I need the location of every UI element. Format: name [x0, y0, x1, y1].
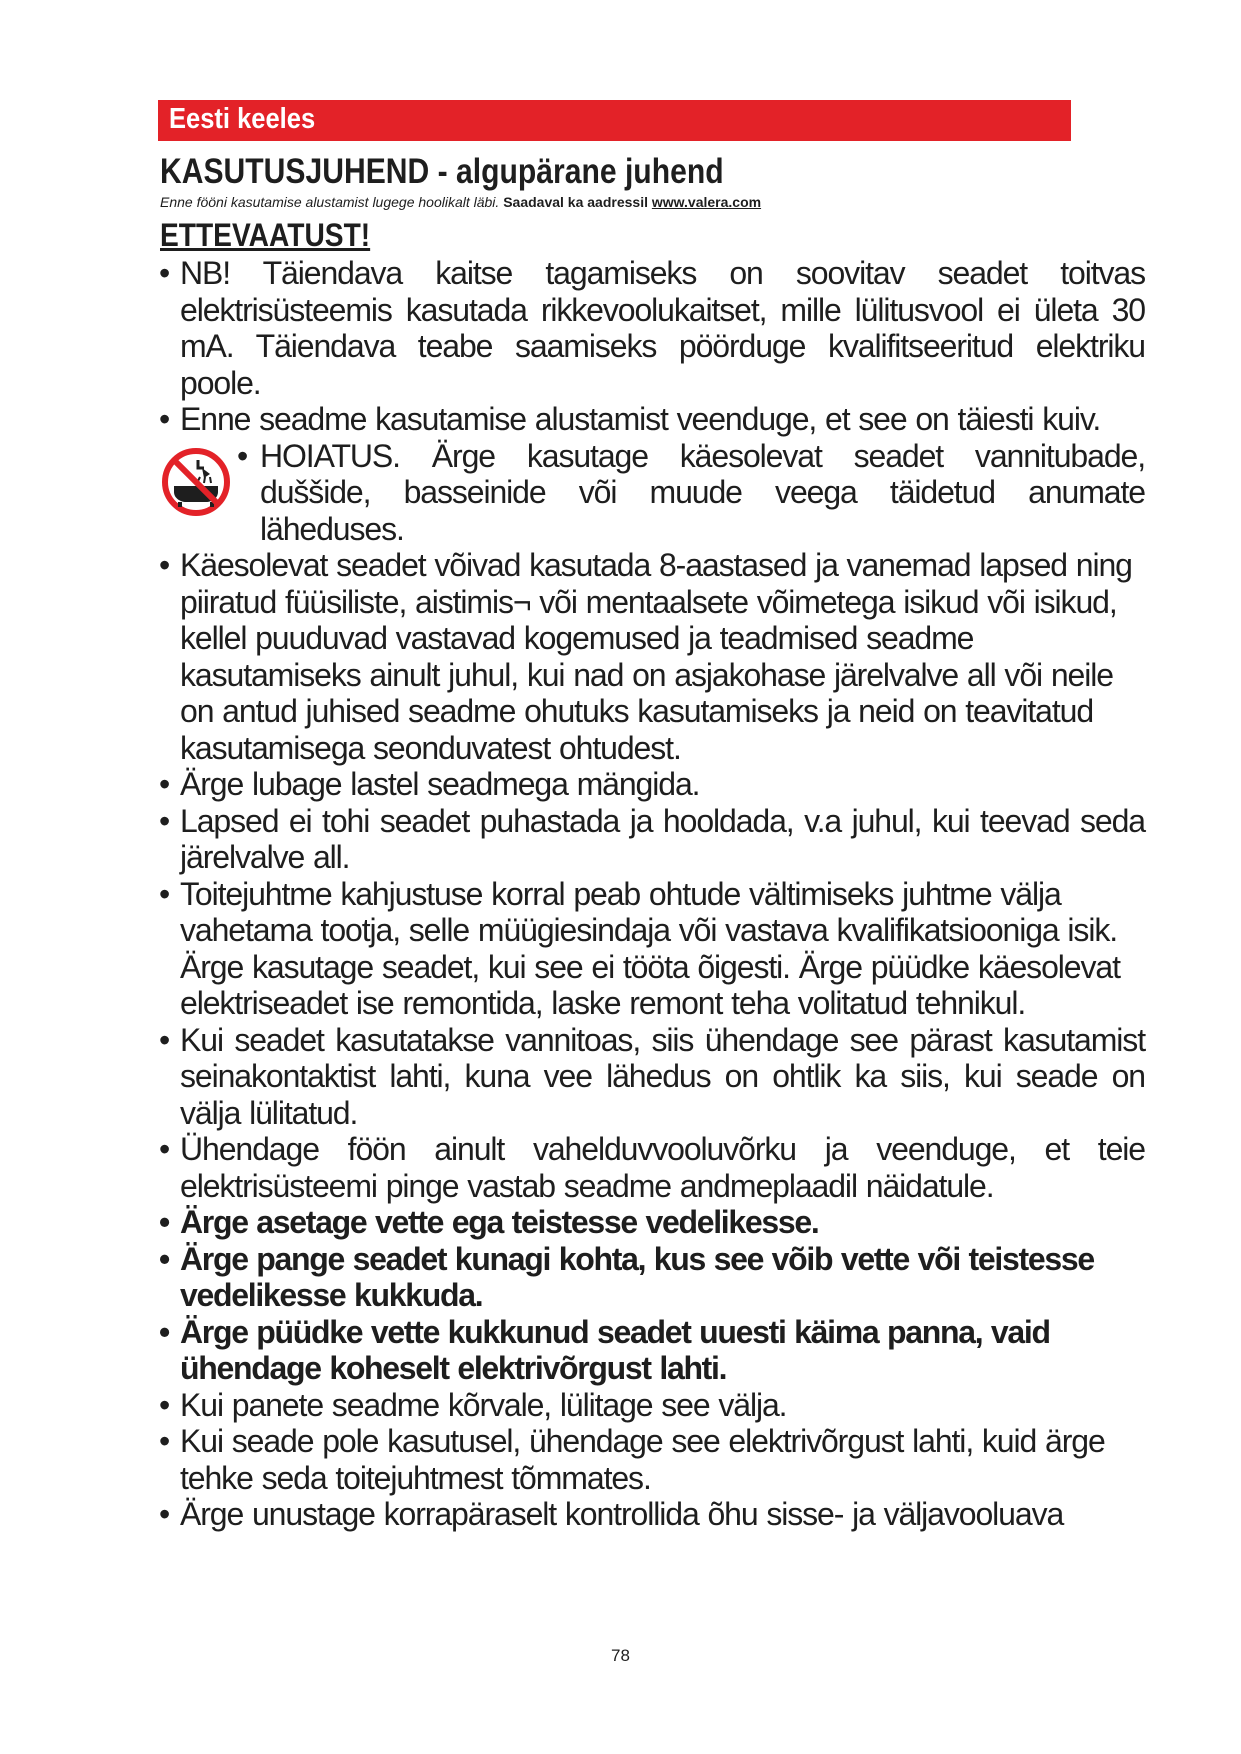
document-subtitle: [160, 193, 1145, 211]
website-link[interactable]: www.valera.com: [651, 194, 762, 210]
warning-item: • Lapsed ei tohi seadet puhastada ja hooldada, v.a juhul, kui teevad seda järelvalve all.: [160, 803, 1145, 876]
warning-item: • Ärge lubage lastel seadmega mängida.: [160, 766, 1145, 803]
warning-item-text: • HOIATUS. Ärge kasutage käesolevat seadet vannitubade, duššide, basseinide või muude veega täidetud anumate läheduses.: [260, 437, 1145, 547]
warning-item: • Kui seadet kasutatakse vannitoas, siis ühendage see pärast kasutamist seinakontaktist lahti, kuna vee lähedus on ohtlik ka siis, kui seade on välja lülitatud.: [160, 1022, 1145, 1132]
warning-item: • Kui panete seadme kõrvale, lülitage see välja.: [160, 1387, 1145, 1424]
warning-item-bold: • Ärge asetage vette ega teistesse vedelikesse.: [160, 1204, 1145, 1241]
warning-item: • Enne seadme kasutamise alustamist veenduge, et see on täiesti kuiv.: [160, 401, 1145, 438]
subtitle-instruction: Enne fööni kasutamise alustamist lugege hoolikalt läbi.: [160, 194, 500, 210]
document-body: [160, 151, 1145, 1533]
warning-heading: ETTEVAATUST!: [160, 217, 371, 253]
language-label: Eesti keeles: [169, 103, 316, 135]
warning-item: • Käesolevat seadet võivad kasutada 8-aastased ja vanemad lapsed ning piiratud füüsiliste, aistimis¬ või mentaalsete võimetega isikud või isikud, kellel puuduvad vastavad kogemused ja teadmised seadme kasutamiseks ainult juhul, kui nad on asjakohase järelvalve all või neile on antud juhised seadme ohutuks kasutamiseks ja neid on teavitatud kasutamisega seonduvatest ohtudest.: [160, 547, 1145, 766]
no-bath-shower-icon: [160, 446, 232, 518]
warning-item: • Ärge unustage korrapäraselt kontrollida õhu sisse- ja väljavooluava: [160, 1496, 1145, 1533]
warning-item: • Kui seade pole kasutusel, ühendage see elektrivõrgust lahti, kuid ärge tehke seda toitejuhtmest tõmmates.: [160, 1423, 1145, 1496]
warning-item-bold: • Ärge püüdke vette kukkunud seadet uuesti käima panna, vaid ühendage koheselt elektrivõrgust lahti.: [160, 1314, 1145, 1387]
warning-item: • NB! Täiendava kaitse tagamiseks on soovitav seadet toitvas elektrisüsteemis kasutada rikkevoolukaitset, mille lülitusvool ei ületa 30 mA. Täiendava teabe saamiseks pöörduge kvalifitseeritud elektriku poole.: [160, 255, 1145, 401]
subtitle-availability: Saadaval ka aadressil: [503, 194, 648, 210]
warning-item-with-icon: [160, 438, 1145, 548]
warning-item: • Toitejuhtme kahjustuse korral peab ohtude vältimiseks juhtme välja vahetama tootja, selle müügiesindaja või vastava kvalifikatsiooniga isik. Ärge kasutage seadet, kui see ei tööta õigesti. Ärge püüdke käesolevat elektriseadet ise remontida, laske remont teha volitatud tehnikul.: [160, 876, 1145, 1022]
warning-item-bold: • Ärge pange seadet kunagi kohta, kus see võib vette või teistesse vedelikesse kukkuda.: [160, 1241, 1145, 1314]
language-header-bar: [158, 100, 1071, 141]
warning-item: • Ühendage föön ainult vahelduvvooluvõrku ja veenduge, et teie elektrisüsteemi pinge vastab seadme andmeplaadil näidatule.: [160, 1131, 1145, 1204]
warning-list: [160, 255, 1145, 1533]
document-title: KASUTUSJUHEND - algupärane juhend: [160, 152, 724, 191]
page-number: 78: [611, 1646, 630, 1665]
